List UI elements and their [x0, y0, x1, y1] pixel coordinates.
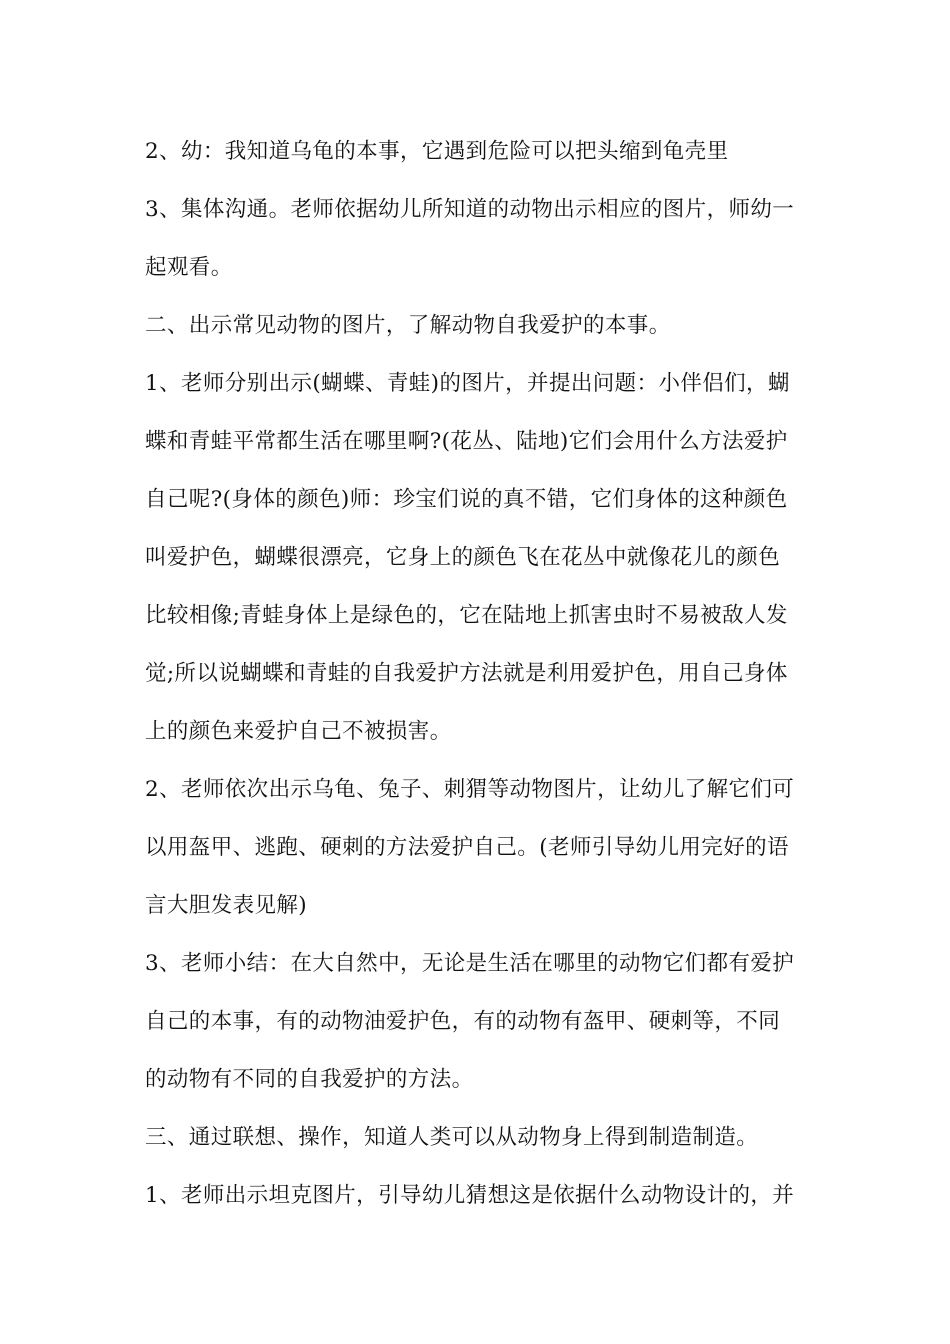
- text-line: 2、老师依次出示乌龟、兔子、刺猬等动物图片，让幼儿了解它们可: [145, 777, 795, 802]
- text-line: 起观看。: [145, 255, 233, 280]
- text-line: 以用盔甲、逃跑、硬刺的方法爱护自己。(老师引导幼儿用完好的语: [145, 835, 789, 860]
- text-line: 的动物有不同的自我爱护的方法。: [145, 1067, 474, 1092]
- text-line: 上的颜色来爱护自己不被损害。: [145, 719, 452, 744]
- text-line: 觉;所以说蝴蝶和青蛙的自我爱护方法就是利用爱护色，用自己身体: [145, 661, 788, 686]
- text-line: 3、老师小结：在大自然中，无论是生活在哪里的动物它们都有爱护: [145, 951, 795, 976]
- text-line: 比较相像;青蛙身体上是绿色的，它在陆地上抓害虫时不易被敌人发: [145, 603, 788, 628]
- text-line: 叫爱护色，蝴蝶很漂亮，它身上的颜色飞在花丛中就像花儿的颜色: [145, 545, 781, 570]
- document-body: [145, 126, 810, 1228]
- text-line: 蝶和青蛙平常都生活在哪里啊?(花丛、陆地)它们会用什么方法爱护: [145, 429, 788, 454]
- section-heading: 二、出示常见动物的图片，了解动物自我爱护的本事。: [145, 313, 671, 338]
- text-line: 言大胆发表见解): [145, 893, 308, 918]
- text-line: 自己呢?(身体的颜色)师：珍宝们说的真不错，它们身体的这种颜色: [145, 487, 788, 512]
- text-line: 1、老师出示坦克图片，引导幼儿猜想这是依据什么动物设计的，并: [145, 1183, 795, 1208]
- text-line: 3、集体沟通。老师依据幼儿所知道的动物出示相应的图片，师幼一: [145, 197, 795, 222]
- section-heading: 三、通过联想、操作，知道人类可以从动物身上得到制造制造。: [145, 1125, 759, 1150]
- text-line: 1、老师分别出示(蝴蝶、青蛙)的图片，并提出问题：小伴侣们，蝴: [145, 371, 790, 396]
- text-line: 自己的本事，有的动物油爱护色，有的动物有盔甲、硬刺等，不同: [145, 1009, 781, 1034]
- text-line: 2、幼：我知道乌龟的本事，它遇到危险可以把头缩到龟壳里: [145, 139, 729, 164]
